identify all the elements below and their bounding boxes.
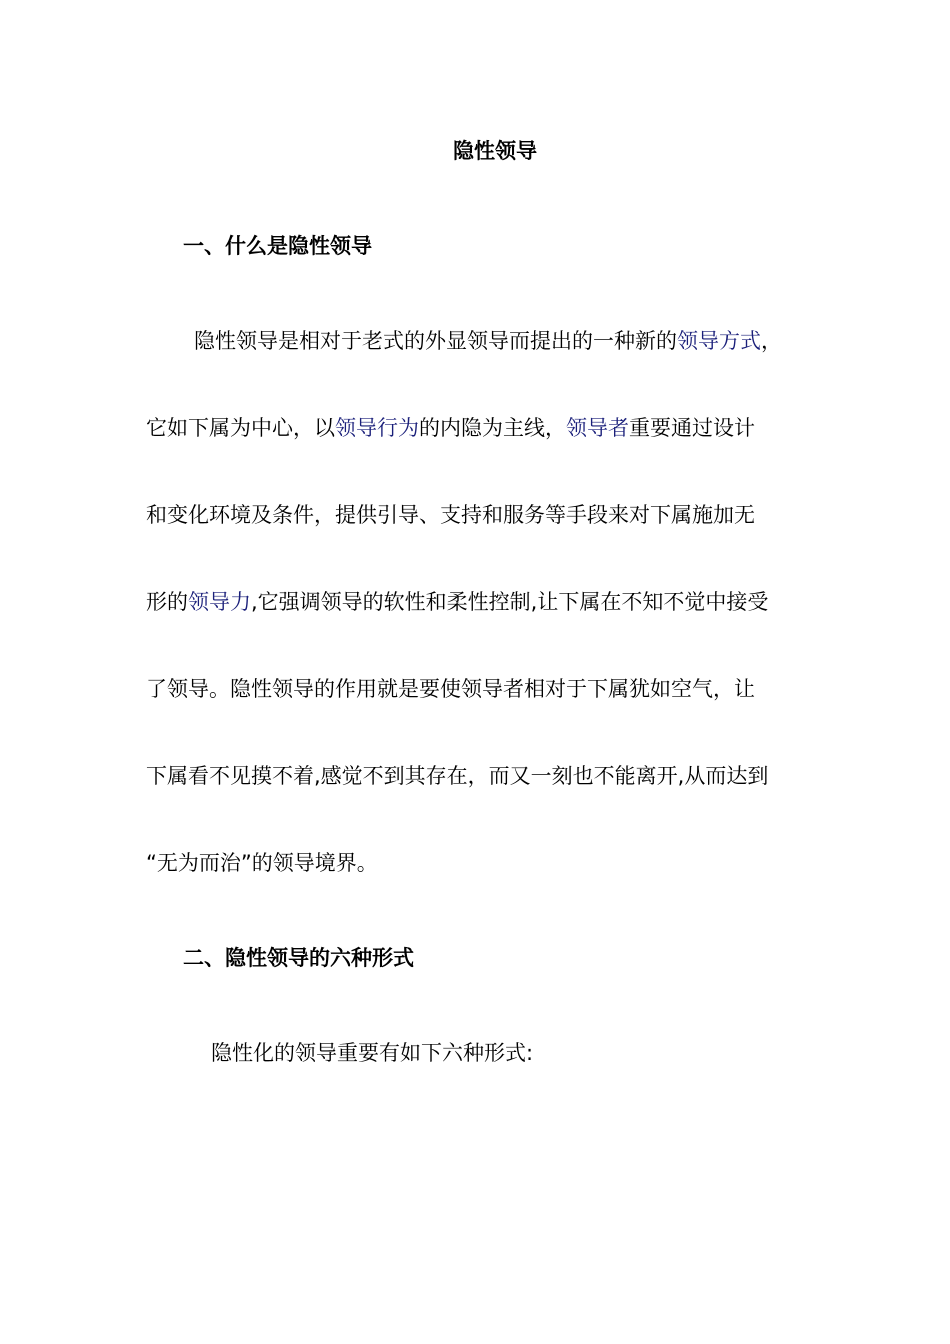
paragraph-line <box>146 848 378 878</box>
section-intro: 隐性化的领导重要有如下六种形式: <box>211 1041 534 1065</box>
section-heading-2: 二、隐性领导的六种形式 <box>183 946 414 970</box>
paragraph-line <box>146 587 768 617</box>
text-segment: 的内隐为主线， <box>419 416 566 440</box>
text-segment: 和变化环境及条件，提供引导、支持和服务等手段来对下属施加无 <box>146 503 755 527</box>
text-segment: “无为而治”的领导境界。 <box>146 851 378 875</box>
paragraph-line <box>146 761 768 791</box>
link-leadership-style[interactable]: 领导方式 <box>677 329 761 353</box>
paragraph-line <box>146 674 755 704</box>
document-title: 隐性领导 <box>453 139 537 163</box>
text-segment: 下属看不见摸不着,感觉不到其存在，而又一刻也不能离开,从而达到 <box>146 764 769 788</box>
text-segment: 它如下属为中心，以 <box>146 416 335 440</box>
link-leadership-power[interactable]: 领导力 <box>188 590 251 614</box>
link-leadership-behavior[interactable]: 领导行为 <box>335 416 419 440</box>
paragraph-line <box>146 500 755 530</box>
paragraph-line <box>146 413 755 443</box>
text-segment: ， <box>761 329 782 353</box>
text-segment: 形的 <box>146 590 188 614</box>
paragraph-line <box>194 326 782 356</box>
text-segment: ,它强调领导的软性和柔性控制,让下属在不知不觉中接受 <box>251 590 769 614</box>
text-segment: 了领导。隐性领导的作用就是要使领导者相对于下属犹如空气，让 <box>146 677 755 701</box>
section-heading-1: 一、什么是隐性领导 <box>183 234 372 258</box>
text-segment: 重要通过设计 <box>629 416 755 440</box>
text-segment: 隐性领导是相对于老式的外显领导而提出的一种新的 <box>194 329 677 353</box>
link-leader[interactable]: 领导者 <box>566 416 629 440</box>
